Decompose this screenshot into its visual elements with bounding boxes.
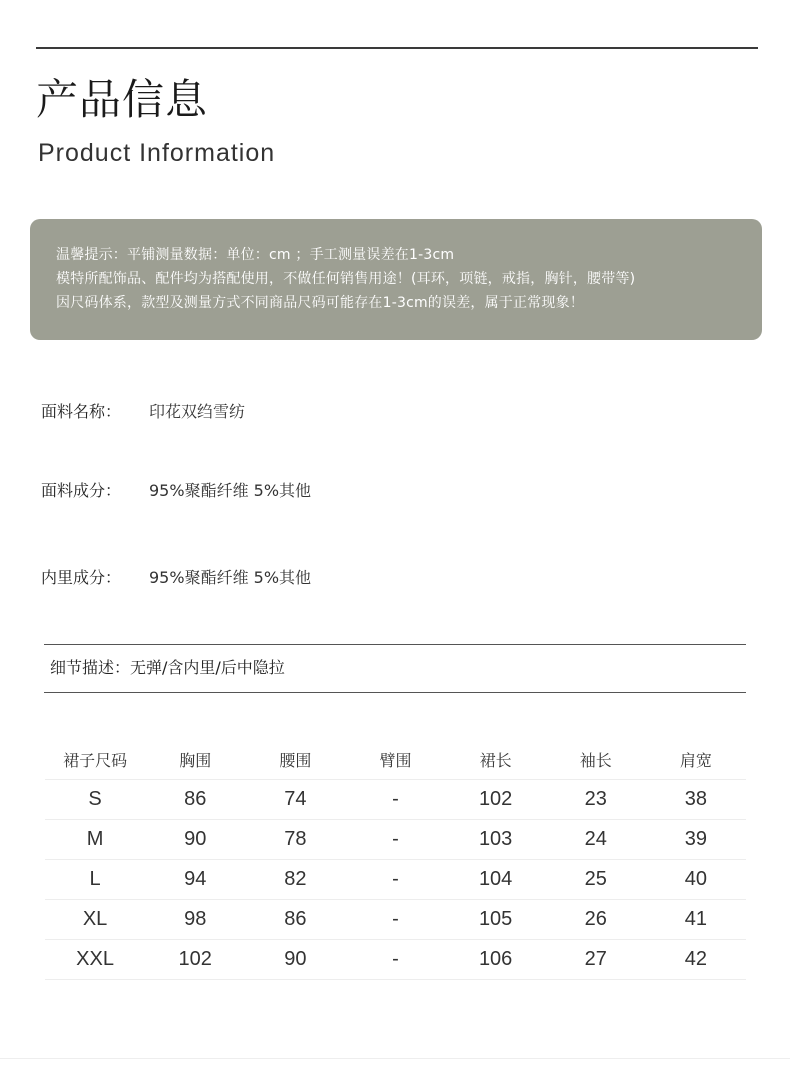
table-cell: 82 bbox=[245, 860, 345, 900]
table-cell: 74 bbox=[245, 780, 345, 820]
detail-bottom-divider bbox=[44, 692, 746, 693]
detail-value: 无弹/含内里/后中隐拉 bbox=[130, 658, 285, 677]
size-table-header-cell: 袖长 bbox=[546, 740, 646, 780]
table-cell: - bbox=[345, 900, 445, 940]
table-cell: 106 bbox=[446, 940, 546, 980]
table-cell: - bbox=[345, 860, 445, 900]
table-cell: L bbox=[45, 860, 145, 900]
table-cell: 86 bbox=[145, 780, 245, 820]
table-cell: 102 bbox=[446, 780, 546, 820]
fabric-composition-label: 面料成分： bbox=[41, 481, 122, 500]
table-cell: 23 bbox=[546, 780, 646, 820]
table-cell: 90 bbox=[245, 940, 345, 980]
table-cell: XXL bbox=[45, 940, 145, 980]
table-cell: M bbox=[45, 820, 145, 860]
table-row bbox=[45, 860, 746, 900]
size-table bbox=[45, 740, 746, 980]
size-table-body bbox=[45, 780, 746, 980]
lining-composition-label: 内里成分： bbox=[41, 568, 122, 587]
size-table-header-cell: 裙长 bbox=[446, 740, 546, 780]
table-cell: 42 bbox=[646, 940, 746, 980]
table-cell: 78 bbox=[245, 820, 345, 860]
table-cell: 90 bbox=[145, 820, 245, 860]
table-row bbox=[45, 940, 746, 980]
table-cell: 25 bbox=[546, 860, 646, 900]
top-divider bbox=[36, 47, 758, 49]
notice-box bbox=[30, 219, 762, 340]
table-cell: - bbox=[345, 780, 445, 820]
size-table-header-cell: 肩宽 bbox=[646, 740, 746, 780]
fabric-name-row bbox=[41, 400, 245, 424]
table-cell: 24 bbox=[546, 820, 646, 860]
fabric-name-label: 面料名称： bbox=[41, 402, 122, 421]
table-cell: 40 bbox=[646, 860, 746, 900]
fabric-composition-row bbox=[41, 479, 311, 503]
table-cell: XL bbox=[45, 900, 145, 940]
table-row bbox=[45, 820, 746, 860]
bottom-divider bbox=[0, 1058, 790, 1059]
page-title: 产品信息 bbox=[36, 75, 209, 124]
notice-line: 因尺码体系，款型及测量方式不同商品尺码可能存在1-3cm的误差，属于正常现象！ bbox=[56, 295, 584, 311]
notice-line: 模特所配饰品、配件均为搭配使用，不做任何销售用途！(耳环，项链，戒指，胸针，腰带等) bbox=[56, 271, 636, 287]
size-table-header bbox=[45, 740, 746, 780]
table-cell: 105 bbox=[446, 900, 546, 940]
table-cell: 26 bbox=[546, 900, 646, 940]
table-cell: 86 bbox=[245, 900, 345, 940]
detail-top-divider bbox=[44, 644, 746, 645]
page-subtitle: Product Information bbox=[38, 139, 276, 167]
table-cell: 41 bbox=[646, 900, 746, 940]
detail-label: 细节描述： bbox=[50, 658, 131, 677]
size-table-header-cell: 腰围 bbox=[245, 740, 345, 780]
table-cell: S bbox=[45, 780, 145, 820]
table-cell: 102 bbox=[145, 940, 245, 980]
table-cell: 38 bbox=[646, 780, 746, 820]
fabric-name-value: 印花双绉雪纺 bbox=[149, 402, 246, 421]
table-cell: - bbox=[345, 940, 445, 980]
table-cell: 39 bbox=[646, 820, 746, 860]
size-table-header-cell: 臂围 bbox=[345, 740, 445, 780]
table-row bbox=[45, 780, 746, 820]
lining-composition-row bbox=[41, 566, 311, 590]
size-table-header-cell: 裙子尺码 bbox=[45, 740, 145, 780]
table-cell: 104 bbox=[446, 860, 546, 900]
table-row bbox=[45, 900, 746, 940]
table-cell: 94 bbox=[145, 860, 245, 900]
table-cell: 27 bbox=[546, 940, 646, 980]
size-table-header-cell: 胸围 bbox=[145, 740, 245, 780]
lining-composition-value: 95%聚酯纤维 5%其他 bbox=[149, 568, 312, 587]
table-cell: - bbox=[345, 820, 445, 860]
detail-row bbox=[50, 656, 285, 680]
fabric-composition-value: 95%聚酯纤维 5%其他 bbox=[149, 481, 312, 500]
table-cell: 98 bbox=[145, 900, 245, 940]
notice-line: 温馨提示：平铺测量数据：单位：cm ；手工测量误差在1-3cm bbox=[56, 247, 455, 263]
table-cell: 103 bbox=[446, 820, 546, 860]
